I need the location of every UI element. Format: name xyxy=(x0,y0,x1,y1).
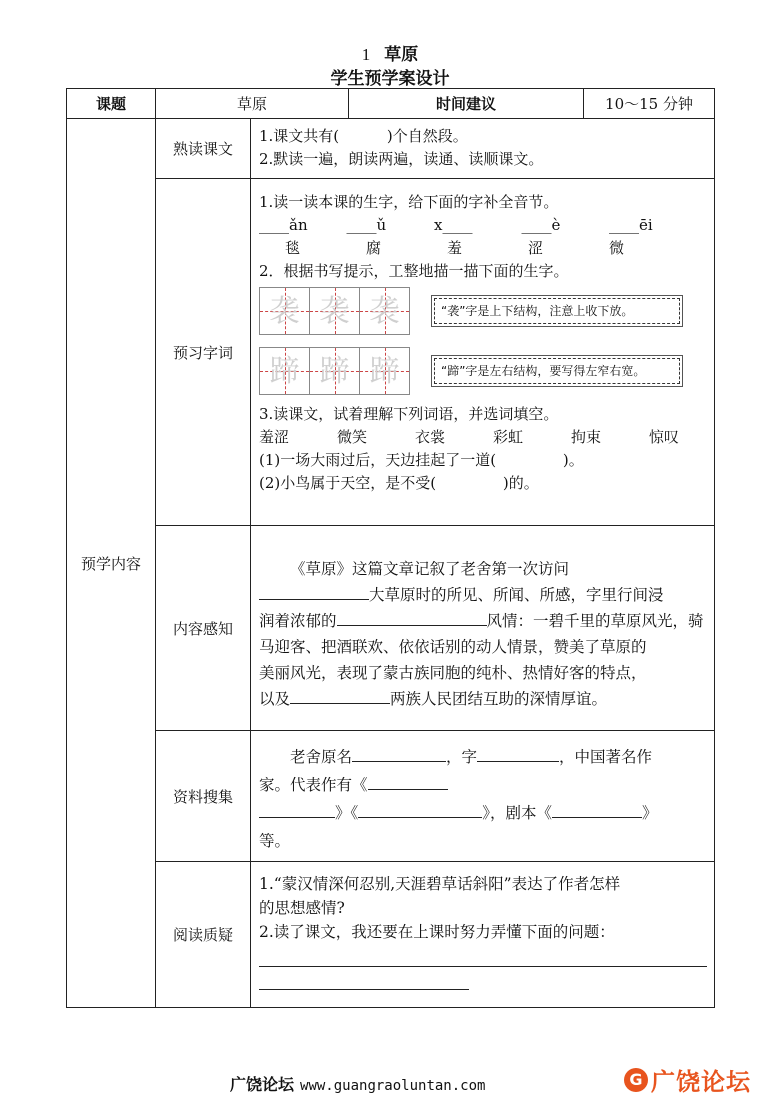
answer-blank[interactable] xyxy=(290,687,390,704)
tracing-char: 蹄 xyxy=(319,353,350,389)
tracing-grid[interactable] xyxy=(259,287,410,335)
tracing-grid[interactable] xyxy=(259,347,410,395)
answer-blank[interactable] xyxy=(368,773,448,790)
ziliao-line: 家。代表作有《 xyxy=(259,771,708,799)
yuedu-q1-cont: 的思想感情? xyxy=(259,899,345,917)
logo-text: 广饶论坛 xyxy=(651,1068,751,1096)
answer-line[interactable] xyxy=(259,944,707,967)
tracing-char: 蹄 xyxy=(269,353,300,389)
shudu-line2: 2.默读一遍，朗读两遍，读通、读顺课文。 xyxy=(259,150,544,168)
tracing-char: 袭 xyxy=(319,293,350,329)
ziliao-line: 等。 xyxy=(259,832,291,850)
ziliao-line: 老舍原名 ，字 ，中国著名作 xyxy=(259,743,708,771)
char-item: 微 xyxy=(609,239,625,257)
pinyin-item[interactable]: ____ǎn xyxy=(259,216,308,234)
char-item: 涩 xyxy=(528,239,544,257)
char-row xyxy=(259,237,689,260)
tracing-box[interactable] xyxy=(260,288,310,334)
yuxi-q2: 2．根据书写提示，工整地描一描下面的生字。 xyxy=(259,262,569,280)
word-item: 衣裳 xyxy=(414,428,445,446)
char-item: 腐 xyxy=(366,239,382,257)
answer-blank[interactable] xyxy=(352,745,446,762)
answer-blank[interactable] xyxy=(337,609,487,626)
word-item: 惊叹 xyxy=(648,428,679,446)
time-value: 10～15 分钟 xyxy=(584,89,715,119)
answer-blank[interactable] xyxy=(552,801,642,818)
yuxi-q1: 1.读一读本课的生字，给下面的字补全音节。 xyxy=(259,193,559,211)
yuxi-label: 预习字词 xyxy=(156,179,251,526)
trace-block-2 xyxy=(259,347,708,395)
lesson-number: 1 xyxy=(361,45,371,64)
yuedu-q1: 1.“蒙汉情深何忍别,天涯碧草话斜阳”表达了作者怎样 xyxy=(259,875,621,893)
tracing-box[interactable] xyxy=(310,288,360,334)
shudu-label: 熟读课文 xyxy=(156,119,251,179)
page-subtitle: 学生预学案设计 xyxy=(330,69,450,89)
word-item: 羞涩 xyxy=(259,428,290,446)
trace-block-1 xyxy=(259,287,708,335)
info-row xyxy=(67,89,715,119)
yuedu-label: 阅读质疑 xyxy=(156,862,251,1008)
site-logo xyxy=(624,1062,751,1097)
tracing-box[interactable] xyxy=(310,348,360,394)
lesson-title xyxy=(0,40,780,65)
yuxi-q3: 3.读课文，试着理解下列词语，并选词填空。 xyxy=(259,405,559,423)
neirong-line: 润着浓郁的 风情：一碧千里的草原风光，骑 xyxy=(259,608,708,634)
shudu-row xyxy=(67,119,715,179)
ziliao-label: 资料搜集 xyxy=(156,731,251,862)
fill-sentence-1[interactable]: (1)一场大雨过后，天边挂起了一道( )。 xyxy=(259,451,584,469)
pinyin-item[interactable]: ____ǔ xyxy=(346,216,387,234)
pinyin-row xyxy=(259,214,689,237)
writing-hint: “袭”字是上下结构，注意上收下放。 xyxy=(434,298,680,324)
tracing-box[interactable] xyxy=(360,288,409,334)
yuedu-row xyxy=(67,862,715,1008)
char-item: 羞 xyxy=(447,239,463,257)
tracing-box[interactable] xyxy=(360,348,409,394)
answer-blank[interactable] xyxy=(358,801,482,818)
prestudy-table xyxy=(66,88,715,1008)
footer-url[interactable]: www.guangraoluntan.com xyxy=(300,1078,486,1094)
pinyin-item[interactable]: x____ xyxy=(434,216,473,234)
word-item: 拘束 xyxy=(570,428,601,446)
neirong-label: 内容感知 xyxy=(156,526,251,731)
neirong-row xyxy=(67,526,715,731)
tracing-char: 袭 xyxy=(369,293,400,329)
writing-hint: “蹄”字是左右结构，要写得左窄右宽。 xyxy=(434,358,680,384)
neirong-line: 马迎客、把酒联欢、依依话别的动人情景，赞美了草原的 xyxy=(259,638,647,656)
answer-blank[interactable] xyxy=(477,745,559,762)
answer-line[interactable] xyxy=(259,967,469,990)
word-item: 彩虹 xyxy=(492,428,523,446)
footer-brand: 广饶论坛 xyxy=(230,1075,295,1094)
yuedu-q2: 2.读了课文，我还要在上课时努力弄懂下面的问题： xyxy=(259,923,615,941)
time-label: 时间建议 xyxy=(349,89,584,119)
topic-value: 草原 xyxy=(156,89,349,119)
neirong-line: 大草原时的所见、所闻、所感，字里行间浸 xyxy=(259,582,708,608)
answer-blank[interactable] xyxy=(259,801,335,818)
fill-sentence-2[interactable]: (2)小鸟属于天空，是不受( )的。 xyxy=(259,474,539,492)
neirong-line: 以及 两族人民团结互助的深情厚谊。 xyxy=(259,686,708,712)
tracing-box[interactable] xyxy=(260,348,310,394)
tracing-char: 袭 xyxy=(269,293,300,329)
ziliao-line: 》《 》，剧本《 》 xyxy=(259,799,708,827)
word-bank xyxy=(259,426,679,449)
topic-label: 课题 xyxy=(67,89,156,119)
lesson-name: 草原 xyxy=(384,45,419,65)
shudu-line1: 1.课文共有( )个自然段。 xyxy=(259,127,468,145)
word-item: 微笑 xyxy=(336,428,367,446)
answer-blank[interactable] xyxy=(259,583,369,600)
pinyin-item[interactable]: ____ēi xyxy=(609,216,653,234)
ziliao-row xyxy=(67,731,715,862)
char-item: 毯 xyxy=(285,239,301,257)
tracing-char: 蹄 xyxy=(369,353,400,389)
pinyin-item[interactable]: ____è xyxy=(521,216,561,234)
yuxi-row xyxy=(67,179,715,526)
neirong-line: 美丽风光，表现了蒙古族同胞的纯朴、热情好客的特点， xyxy=(259,664,647,682)
logo-icon: G xyxy=(624,1068,648,1092)
neirong-line: 《草原》这篇文章记叙了老舍第一次访问 xyxy=(290,560,570,578)
section-label: 预学内容 xyxy=(67,119,156,1008)
footer xyxy=(230,1072,485,1095)
